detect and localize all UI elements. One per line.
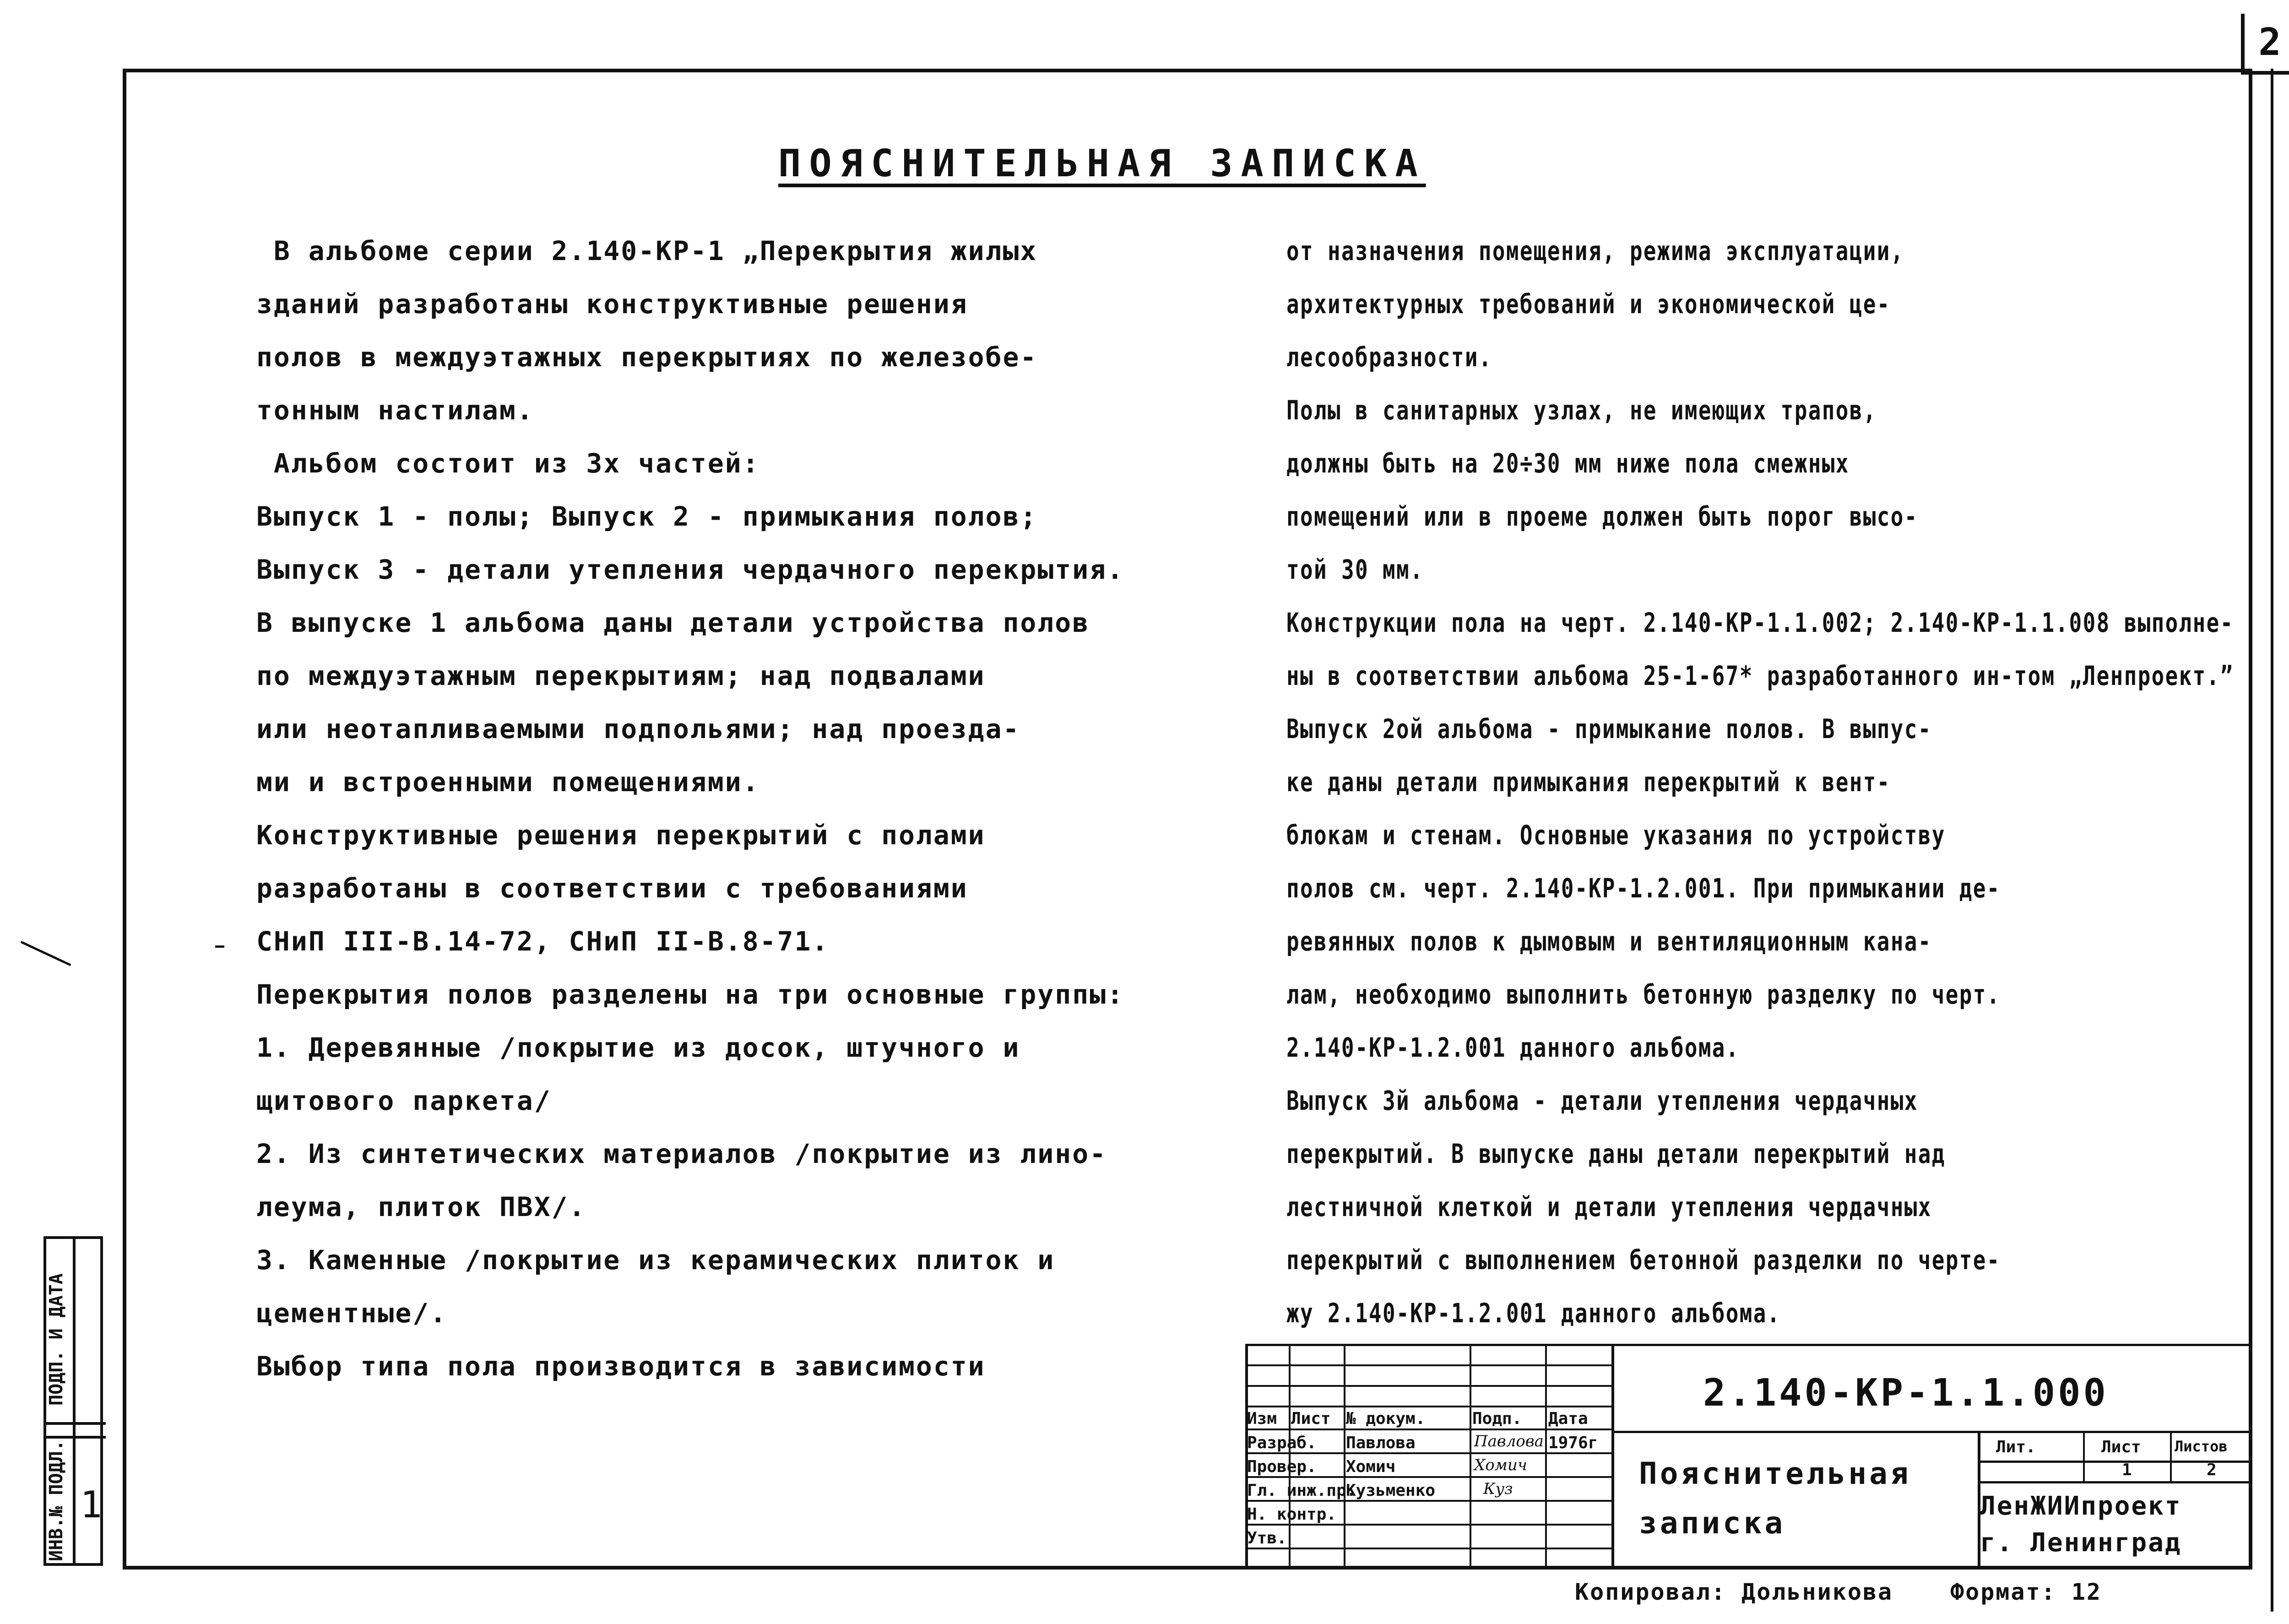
binding-divider xyxy=(46,1422,106,1425)
left-text-line: по междуэтажным перекрытиям; над подвалами xyxy=(256,660,986,691)
name-developer: Павлова xyxy=(1346,1434,1416,1452)
right-text-line: Выпуск 3й альбома - детали утепления чердачных xyxy=(1286,1085,1918,1116)
grid-line xyxy=(1289,1344,1291,1570)
grid-line xyxy=(1344,1344,1345,1570)
right-text-line: архитектурных требований и экономической це- xyxy=(1286,288,1891,320)
right-text-line: блокам и стенам. Основные указания по устройству xyxy=(1286,820,1946,851)
right-text-line: ревянных полов к дымовым и вентиляционным кана- xyxy=(1286,926,1932,957)
grid-line xyxy=(1470,1344,1471,1570)
right-text-line: перекрытий с выполнением бетонной разделки по черте- xyxy=(1286,1244,2001,1276)
document-name xyxy=(1639,1449,1911,1548)
role-checker: Провер. xyxy=(1247,1457,1317,1476)
left-text-line: разработаны в соответствии с требованиями xyxy=(256,873,968,904)
margin-mark xyxy=(215,945,224,948)
document-code: 2.140-КР-1.1.000 xyxy=(1703,1371,2109,1415)
organization-city: г. Ленинград xyxy=(1980,1528,2182,1558)
role-chief-engineer: Гл. инж.пр. xyxy=(1247,1481,1356,1500)
margin-mark xyxy=(21,941,71,966)
right-text-line: ке даны детали примыкания перекрытий к вент- xyxy=(1286,766,1891,798)
sheets-value: 2 xyxy=(2207,1461,2217,1479)
left-text-line: Выпуск 1 - полы; Выпуск 2 - примыкания полов; xyxy=(256,501,1038,532)
sign-developer: Павлова xyxy=(1474,1432,1544,1450)
right-text-line: Выпуск 2ой альбома - примыкание полов. В выпус- xyxy=(1286,713,1932,744)
left-text-column xyxy=(256,224,1124,1393)
left-text-line: СНиП III-В.14-72, СНиП II-В.8-71. xyxy=(256,926,830,957)
header-date: Дата xyxy=(1548,1409,1588,1428)
header-doc-no: № докум. xyxy=(1346,1409,1426,1428)
copied-by: Копировал: Дольникова xyxy=(1575,1579,1893,1605)
binding-label-sign-date: ПОДП. И ДАТА xyxy=(46,1273,67,1406)
left-text-line: Выбор типа пола производится в зависимости xyxy=(256,1351,986,1382)
left-text-line: цементные/. xyxy=(256,1298,448,1329)
grid-line xyxy=(1245,1406,1611,1407)
binding-label-inv-no: ИНВ.№ ПОДЛ. xyxy=(46,1440,67,1561)
grid-line xyxy=(1245,1364,1611,1366)
document-name-line1: Пояснительная xyxy=(1639,1456,1911,1491)
left-text-line: ми и встроенными помещениями. xyxy=(256,766,760,798)
left-text-line: зданий разработаны конструктивные решения xyxy=(256,288,968,320)
right-text-line: Конструкции пола на черт. 2.140-КР-1.1.002; 2.140-КР-1.1.008 выполне- xyxy=(1286,607,2234,638)
left-text-line: Конструктивные решения перекрытий с полами xyxy=(256,820,986,851)
left-text-line: 1. Деревянные /покрытие из досок, штучного и xyxy=(256,1032,1020,1063)
role-approved: Утв. xyxy=(1247,1529,1287,1548)
role-norm-control: Н. контр. xyxy=(1247,1505,1337,1524)
left-text-line: или неотапливаемыми подпольями; над проезда- xyxy=(256,713,1020,744)
grid-line xyxy=(1245,1385,1611,1387)
left-text-line: В альбоме серии 2.140-КР-1 „Перекрытия жилых xyxy=(256,235,1038,266)
left-text-line: Перекрытия полов разделены на три основные группы: xyxy=(256,979,1124,1010)
title-block-divider xyxy=(2083,1431,2085,1481)
title-block-divider xyxy=(1611,1344,1614,1570)
right-text-line: той 30 мм. xyxy=(1286,554,1424,585)
name-chief-engineer: Кузьменко xyxy=(1346,1481,1436,1500)
role-developer: Разраб. xyxy=(1247,1434,1317,1452)
grid-line xyxy=(1245,1500,1611,1502)
left-text-line: Выпуск 3 - детали утепления чердачного перекрытия. xyxy=(256,554,1124,585)
sheet-label: Лист xyxy=(2101,1438,2141,1456)
right-text-line: помещений или в проеме должен быть порог высо- xyxy=(1286,501,1918,532)
right-text-line: жу 2.140-КР-1.2.001 данного альбома. xyxy=(1286,1298,1781,1329)
sign-checker: Хомич xyxy=(1474,1456,1527,1474)
left-text-line: полов в междуэтажных перекрытиях по железобе- xyxy=(256,342,1038,373)
binding-inv-value: 1 xyxy=(80,1483,103,1526)
right-text-line: ны в соответствии альбома 25-1-67* разработанного ин-том „Ленпроект.” xyxy=(1286,660,2234,691)
grid-line xyxy=(1245,1524,1611,1526)
binding-divider xyxy=(73,1239,76,1563)
organization xyxy=(1980,1488,2182,1561)
grid-line xyxy=(1245,1428,1611,1430)
grid-line xyxy=(1545,1344,1547,1570)
right-text-line: лесообразности. xyxy=(1286,342,1492,373)
right-text-line: перекрытий. В выпуске даны детали перекрытий над xyxy=(1286,1138,1946,1169)
right-text-line: лам, необходимо выполнить бетонную разделку по черт. xyxy=(1286,979,2001,1010)
left-text-line: Альбом состоит из 3х частей: xyxy=(256,448,760,479)
date-developer: 1976г xyxy=(1548,1434,1598,1452)
left-text-line: тонным настилам. xyxy=(256,395,534,426)
lit-label: Лит. xyxy=(1996,1438,2036,1456)
page-title xyxy=(778,142,1456,197)
header-sign: Подп. xyxy=(1472,1409,1522,1428)
page-title-text: ПОЯСНИТЕЛЬНАЯ ЗАПИСКА xyxy=(778,142,1426,185)
sheet-number: 2 xyxy=(2241,14,2289,75)
right-text-line: от назначения помещения, режима эксплуатации, xyxy=(1286,235,1904,266)
left-text-line: щитового паркета/ xyxy=(256,1085,552,1116)
title-block xyxy=(1245,1344,2252,1570)
grid-line xyxy=(1245,1452,1611,1454)
name-checker: Хомич xyxy=(1346,1457,1396,1476)
sheet-value: 1 xyxy=(2122,1461,2132,1479)
title-block-divider xyxy=(2170,1431,2172,1481)
right-text-column xyxy=(1286,224,2289,1340)
right-text-line: 2.140-КР-1.2.001 данного альбома. xyxy=(1286,1032,1740,1063)
header-list: Лист xyxy=(1291,1409,1331,1428)
sign-chief-engineer: Куз xyxy=(1483,1480,1513,1498)
organization-name: ЛенЖИИпроект xyxy=(1980,1491,2182,1521)
title-block-border xyxy=(1245,1344,2252,1346)
grid-line xyxy=(1245,1548,1611,1549)
header-izm: Изм xyxy=(1247,1409,1277,1428)
left-text-line: леума, плиток ПВХ/. xyxy=(256,1191,586,1222)
document-name-line2: записка xyxy=(1639,1505,1786,1541)
title-block-divider xyxy=(1611,1431,2252,1433)
left-text-line: В выпуске 1 альбома даны детали устройства полов xyxy=(256,607,1090,638)
right-text-line: полов см. черт. 2.140-КР-1.2.001. При примыкании де- xyxy=(1286,873,2001,904)
right-text-line: Полы в санитарных узлах, не имеющих трапов, xyxy=(1286,395,1877,426)
binding-divider xyxy=(46,1436,106,1439)
left-text-line: 3. Каменные /покрытие из керамических плиток и xyxy=(256,1244,1055,1276)
left-text-line: 2. Из синтетических материалов /покрытие из лино- xyxy=(256,1138,1107,1169)
right-text-line: должны быть на 20÷30 мм ниже пола смежных xyxy=(1286,448,1850,479)
title-block-divider xyxy=(1978,1481,2252,1483)
grid-line xyxy=(1245,1476,1611,1478)
right-text-line: лестничной клеткой и детали утепления чердачных xyxy=(1286,1191,1932,1222)
format: Формат: 12 xyxy=(1950,1579,2102,1605)
sheets-label: Листов xyxy=(2175,1438,2228,1455)
